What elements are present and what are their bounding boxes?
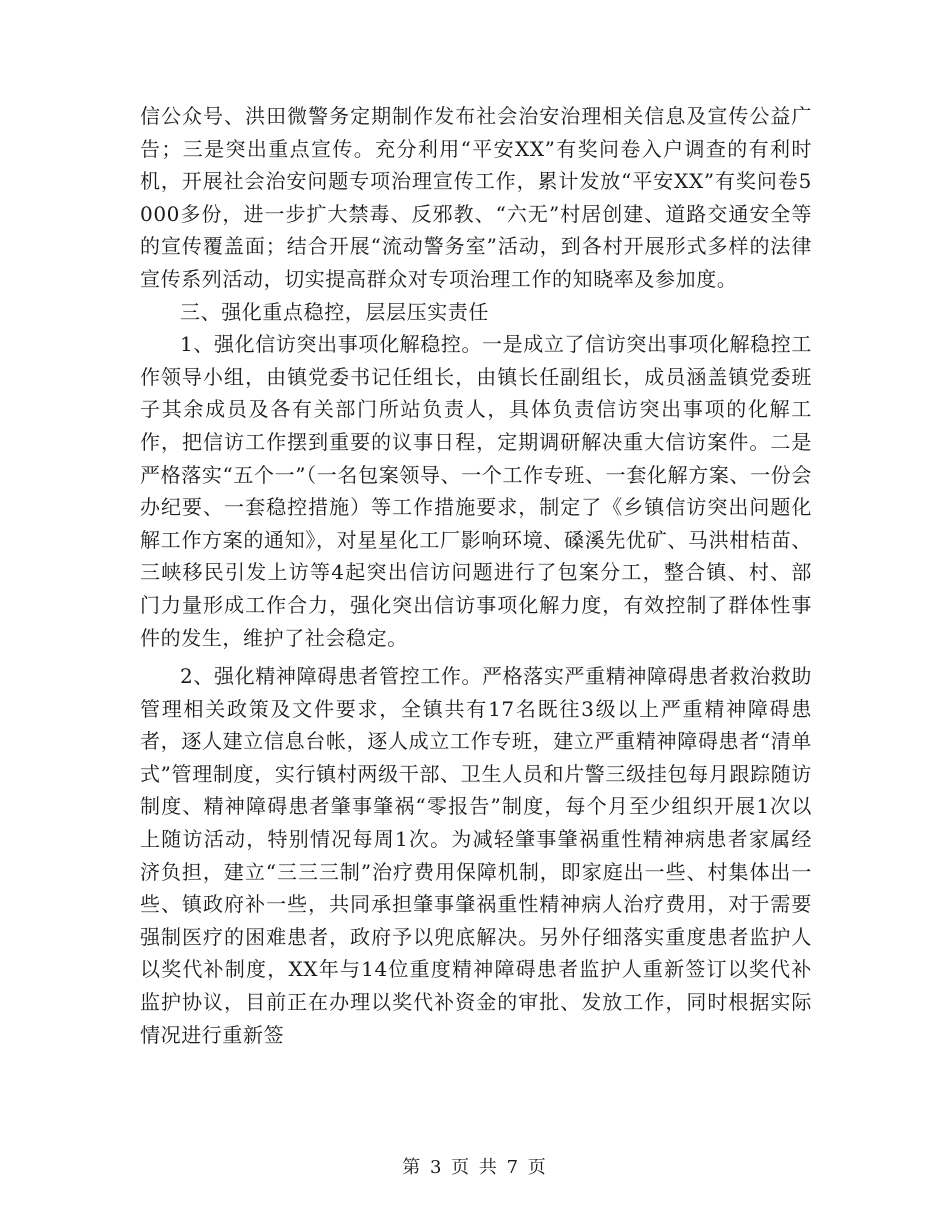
paragraph-mental-health-control: 2、强化精神障碍患者管控工作。严格落实严重精神障碍患者救治救助管理相关政策及文件要求，全镇共有17名既往3级以上严重精神障碍患者，逐人建立信息台帐，逐人成立工作专班，建立严重精神障碍患者“清单式”管理制度，实行镇村两级干部、卫生人员和片警三级挂包每月跟踪随访制度、精神障碍患者肇事肇祸“零报告”制度，每个月至少组织开展1次以上随访活动，特别情况每周1次。为减轻肇事肇祸重性精神病患者家属经济负担，建立“三三三制”治疗费用保障机制，即家庭出一些、村集体出一些、镇政府补一些，共同承担肇事肇祸重性精神病人治疗费用，对于需要强制医疗的困难患者，政府予以兜底解决。另外仔细落实重度患者监护人以奖代补制度，XX年与14位重度精神障碍患者监护人重新签订以奖代补监护协议，目前正在办理以奖代补资金的审批、发放工作，同时根据实际情况进行重新签 <box>140 664 812 1047</box>
paragraph-petition-control: 1、强化信访突出事项化解稳控。一是成立了信访突出事项化解稳控工作领导小组，由镇党委书记任组长，由镇长任副组长，成员涵盖镇党委班子其余成员及各有关部门所站负责人，具体负责信访突出事项的化解工作，把信访工作摆到重要的议事日程，定期调研解决重大信访案件。二是严格落实“五个一”（一名包案领导、一个工作专班、一套化解方案、一份会办纪要、一套稳控措施）等工作措施要求，制定了《乡镇信访突出问题化解工作方案的通知》，对星星化工厂影响环境、磉溪先优矿、马洪柑桔苗、三峡移民引发上访等4起突出信访问题进行了包案分工，整合镇、村、部门力量形成工作合力，强化突出信访事项化解力度，有效控制了群体性事件的发生，维护了社会稳定。 <box>140 332 812 650</box>
paragraph-publicity-continued: 信公众号、洪田微警务定期制作发布社会治安治理相关信息及宣传公益广告；三是突出重点宣传。充分利用“平安XX”有奖问卷入户调查的有利时机，开展社会治安问题专项治理宣传工作，累计发放“平安XX”有奖问卷5000多份，进一步扩大禁毒、反邪教、“六无”村居创建、道路交通安全等的宣传覆盖面；结合开展“流动警务室”活动，到各村开展形式多样的法律宣传系列活动，切实提高群众对专项治理工作的知晓率及参加度。 <box>140 104 812 291</box>
page-number-footer: 第 3 页 共 7 页 <box>402 1157 548 1178</box>
section-heading-key-control: 三、强化重点稳控，层层压实责任 <box>180 299 489 324</box>
document-body <box>140 100 812 1051</box>
